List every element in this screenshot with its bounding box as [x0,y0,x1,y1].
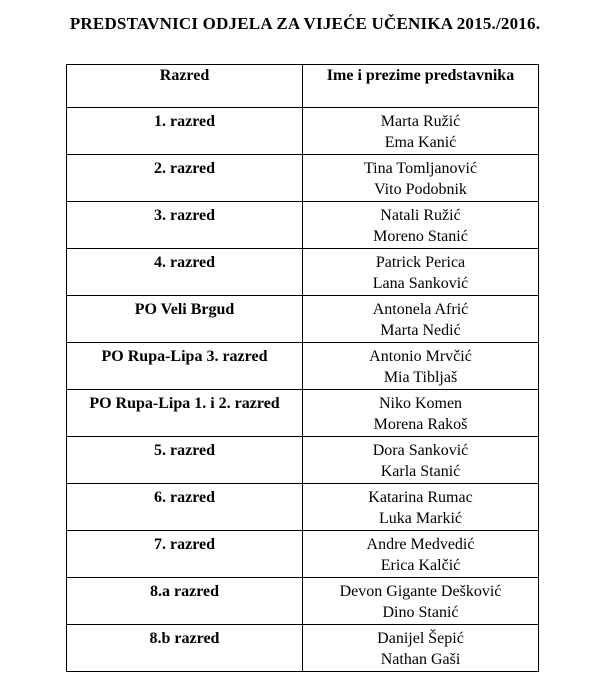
table-row [67,108,539,155]
class-cell: PO Rupa-Lipa 3. razred [67,343,303,390]
names-cell [303,202,539,249]
representative-name: Marta Nedić [380,322,461,339]
representative-name: Marta Ružić [380,113,461,130]
representative-name: Vito Podobnik [374,181,467,198]
class-cell: 8.a razred [67,578,303,625]
representative-name: Nathan Gaši [380,651,461,668]
representative-name: Mia Tibljaš [383,369,458,386]
representative-name: Ema Kanić [384,134,457,151]
names-cell [303,249,539,296]
class-cell: 8.b razred [67,625,303,672]
representative-name: Patrick Perica [375,254,466,271]
representative-name: Niko Komen [378,395,463,412]
names-cell [303,343,539,390]
representative-name: Danijel Šepić [377,630,464,647]
representative-name: Morena Rakoš [373,416,468,433]
representative-name: Karla Stanić [380,463,461,480]
header-class: Razred [67,65,303,108]
representative-name: Natali Ružić [380,207,461,224]
class-cell: 5. razred [67,437,303,484]
names-cell [303,578,539,625]
class-cell: 4. razred [67,249,303,296]
class-cell: 7. razred [67,531,303,578]
representative-name: Antonela Afrić [372,301,469,318]
class-cell: 3. razred [67,202,303,249]
document-title: PREDSTAVNICI ODJELA ZA VIJEĆE UČENIKA 2015./2016. [69,14,541,33]
table-row [67,531,539,578]
names-cell [303,437,539,484]
representative-name: Luka Markić [378,510,463,527]
table-row [67,155,539,202]
representative-name: Erica Kalčić [380,557,461,574]
header-representatives: Ime i prezime predstavnika [303,65,539,108]
names-cell [303,155,539,202]
representative-name: Lana Sanković [372,275,469,292]
class-cell: 1. razred [67,108,303,155]
representative-name: Antonio Mrvčić [369,348,472,365]
class-cell: 6. razred [67,484,303,531]
representative-name: Moreno Stanić [373,228,468,245]
representative-name: Tina Tomljanović [363,160,478,177]
class-cell: 2. razred [67,155,303,202]
representative-name: Katarina Rumac [368,489,473,506]
representative-name: Dora Sanković [372,442,469,459]
names-cell [303,625,539,672]
names-cell [303,108,539,155]
table-header-row [67,65,539,108]
representative-name: Andre Medvedić [366,536,475,553]
table-row [67,249,539,296]
names-cell [303,484,539,531]
representative-name: Dino Stanić [382,604,459,621]
table-row [67,625,539,672]
table-row [67,437,539,484]
representatives-table [66,64,539,672]
class-cell: PO Rupa-Lipa 1. i 2. razred [67,390,303,437]
table-row [67,484,539,531]
names-cell [303,390,539,437]
names-cell [303,531,539,578]
table-row [67,390,539,437]
table-row [67,578,539,625]
class-cell: PO Veli Brgud [67,296,303,343]
names-cell [303,296,539,343]
representative-name: Devon Gigante Dešković [339,583,502,600]
table-row [67,343,539,390]
table-row [67,202,539,249]
table-row [67,296,539,343]
